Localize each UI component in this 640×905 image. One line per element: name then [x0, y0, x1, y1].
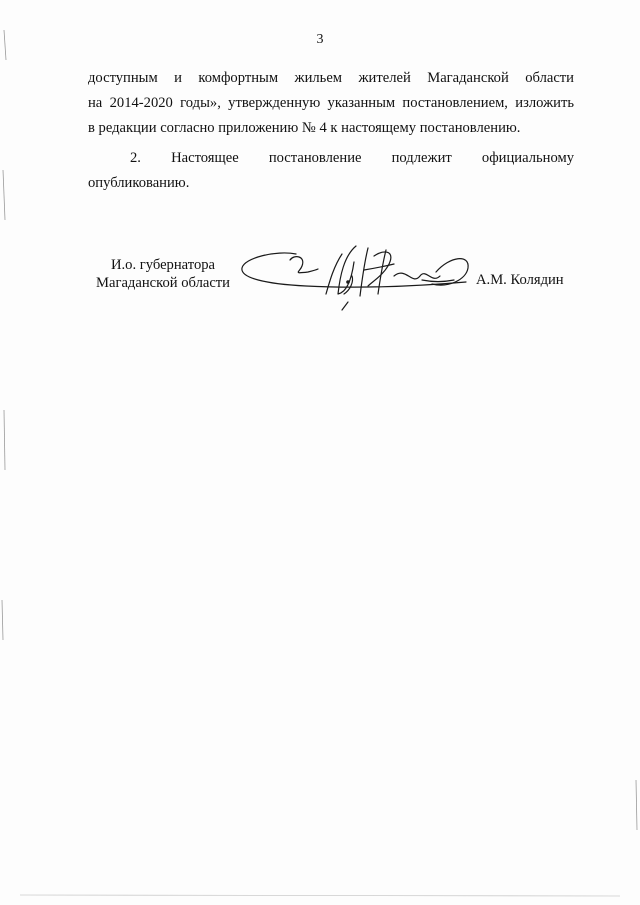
paragraph-1-line-1: доступным и комфортным жильем жителей Магаданской области: [88, 70, 574, 86]
paragraph-1: [88, 66, 574, 141]
signatory-position-line-2: Магаданской области: [96, 275, 230, 291]
paragraph-2-line-1: 2. Настоящее постановление подлежит официальному: [130, 150, 574, 166]
paragraph-1-line-3: в редакции согласно приложению № 4 к настоящему постановлению.: [88, 120, 521, 136]
paragraph-1-line-2: на 2014-2020 годы», утвержденную указанным постановлением, изложить: [88, 95, 574, 111]
page-number: 3: [316, 32, 324, 47]
signatory-position-line-1: И.о. губернатора: [110, 257, 216, 273]
paragraph-2: [88, 146, 574, 196]
paragraph-2-line-2: опубликованию.: [88, 175, 190, 191]
signatory-position: [88, 256, 238, 292]
handwritten-signature: [236, 236, 476, 316]
signatory-name: А.М. Колядин: [476, 272, 564, 288]
